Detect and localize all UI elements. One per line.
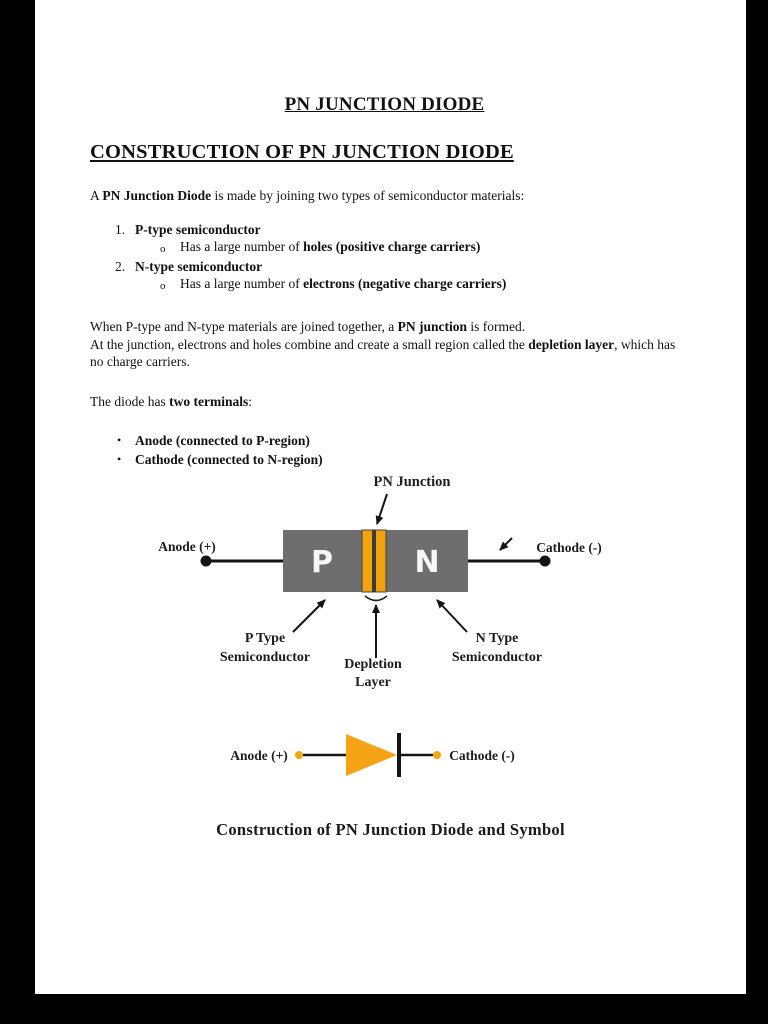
- sub-bullet-marker: o: [160, 279, 166, 292]
- sub-item-text: [180, 275, 506, 295]
- p-region-label: P: [311, 545, 333, 580]
- cathode-pointer-arrow: [500, 538, 512, 550]
- intro-text-1: A: [90, 188, 103, 203]
- p-type-arrow: [293, 600, 325, 632]
- cathode-label: Cathode (-): [536, 540, 602, 555]
- depletion-label-line2: Layer: [355, 675, 391, 690]
- terminals-text-1: The diode has: [90, 394, 170, 410]
- para2-text-4: , which has no charge carriers.: [90, 336, 676, 370]
- sub-bullet-marker: o: [160, 242, 166, 255]
- document-page: [35, 0, 746, 994]
- list-item-ptype: [115, 221, 679, 238]
- para2-text-2: is formed.: [466, 318, 526, 334]
- terminals-paragraph: [90, 393, 679, 411]
- bullet-marker: •: [117, 433, 122, 448]
- bullet-cathode: [117, 450, 679, 469]
- list-item-ntype: [115, 258, 679, 275]
- symbol-cathode-dot: [433, 751, 441, 759]
- p-type-label-line1: P Type: [244, 631, 286, 646]
- list-number: 1.: [115, 221, 126, 237]
- diode-symbol: [35, 728, 746, 786]
- cathode-terminal-dot: [540, 556, 551, 567]
- sub-text: Has a large number of: [180, 238, 304, 254]
- para2-text-3: At the junction, electrons and holes combine and create a small region called the: [90, 336, 529, 352]
- section-heading: CONSTRUCTION OF PN JUNCTION DIODE: [90, 141, 514, 163]
- para2-bold-2: depletion layer: [528, 336, 615, 352]
- anode-terminal-dot: [201, 556, 212, 567]
- junction-gap-line: [372, 530, 376, 592]
- intro-text-2: is made by joining two types of semiconductor materials:: [211, 188, 525, 203]
- pn-junction-arrow: [377, 494, 387, 524]
- bullet-anode: [117, 431, 679, 450]
- bullet-cathode-label: Cathode (connected to N-region): [135, 452, 323, 468]
- p-type-label-line2: Semiconductor: [219, 650, 311, 665]
- n-type-arrow: [437, 600, 467, 632]
- anode-label: Anode (+): [158, 539, 216, 554]
- pn-junction-label: PN Junction: [373, 474, 451, 490]
- list-item-label: P-type semiconductor: [135, 221, 261, 237]
- sub-text: Has a large number of: [180, 275, 304, 291]
- para2-bold-1: PN junction: [397, 318, 467, 334]
- bullet-anode-label: Anode (connected to P-region): [135, 433, 310, 449]
- n-type-label-line1: N Type: [475, 631, 519, 646]
- doc-title: PN JUNCTION DIODE: [284, 94, 485, 115]
- figure-caption: Construction of PN Junction Diode and Symbol: [216, 820, 565, 839]
- depletion-label-line1: Depletion: [344, 657, 402, 672]
- n-type-label-line2: Semiconductor: [451, 650, 543, 665]
- depletion-underbrace: [365, 596, 387, 601]
- symbol-anode-label: Anode (+): [230, 748, 288, 763]
- sub-item-text: [180, 238, 480, 258]
- list-subitem-ptype: [160, 238, 679, 258]
- document-content: [35, 94, 746, 469]
- symbol-cathode-label: Cathode (-): [449, 748, 515, 763]
- list-subitem-ntype: [160, 275, 679, 295]
- pn-junction-diagram: [35, 468, 746, 696]
- symbol-triangle: [346, 734, 397, 776]
- terminals-text-2: :: [248, 394, 252, 410]
- semiconductor-list: [90, 221, 679, 295]
- intro-bold-1: PN Junction Diode: [102, 188, 212, 203]
- sub-bold: electrons (negative charge carriers): [303, 275, 507, 291]
- intro-paragraph: [90, 187, 679, 205]
- sub-bold: holes (positive charge carriers): [303, 238, 481, 254]
- bullet-marker: •: [117, 452, 122, 467]
- junction-paragraph: [90, 318, 679, 371]
- para2-text-1: When P-type and N-type materials are joined together, a: [90, 318, 398, 334]
- terminal-bullets: [90, 431, 679, 469]
- list-item-label: N-type semiconductor: [135, 258, 263, 274]
- terminals-bold: two terminals: [169, 394, 249, 410]
- list-number: 2.: [115, 258, 126, 274]
- n-region-label: N: [414, 545, 440, 580]
- symbol-anode-dot: [295, 751, 303, 759]
- symbol-cathode-bar: [397, 733, 401, 777]
